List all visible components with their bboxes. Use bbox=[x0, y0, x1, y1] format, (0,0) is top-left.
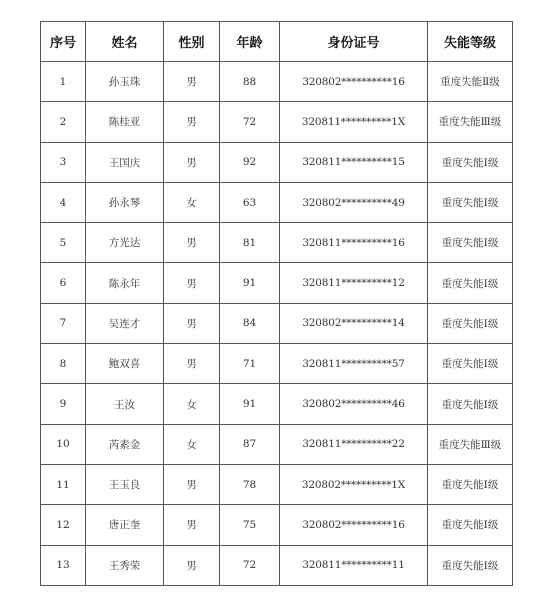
cell-gender: 女 bbox=[164, 424, 220, 464]
table-row bbox=[41, 102, 513, 142]
cell-gender: 男 bbox=[164, 464, 220, 504]
cell-index: 8 bbox=[41, 344, 86, 384]
cell-disability-level: 重度失能Ⅰ级 bbox=[428, 303, 513, 343]
header-gender: 性别 bbox=[164, 22, 220, 62]
cell-name: 方光达 bbox=[86, 223, 164, 263]
table-row bbox=[41, 384, 513, 424]
table-row bbox=[41, 545, 513, 585]
table-row bbox=[41, 142, 513, 182]
cell-disability-level: 重度失能Ⅰ级 bbox=[428, 545, 513, 585]
cell-age: 87 bbox=[220, 424, 280, 464]
table-body bbox=[41, 62, 513, 586]
cell-id-number: 320802**********49 bbox=[280, 182, 428, 222]
cell-disability-level: 重度失能Ⅲ级 bbox=[428, 102, 513, 142]
table-header-row bbox=[41, 22, 513, 62]
cell-age: 91 bbox=[220, 384, 280, 424]
cell-gender: 男 bbox=[164, 102, 220, 142]
table-row bbox=[41, 223, 513, 263]
cell-age: 88 bbox=[220, 62, 280, 102]
header-id-number: 身份证号 bbox=[280, 22, 428, 62]
disability-roster-table bbox=[40, 21, 513, 586]
cell-name: 吴连才 bbox=[86, 303, 164, 343]
cell-id-number: 320802**********16 bbox=[280, 62, 428, 102]
cell-name: 陈桂亚 bbox=[86, 102, 164, 142]
cell-age: 78 bbox=[220, 464, 280, 504]
cell-id-number: 320811**********11 bbox=[280, 545, 428, 585]
header-disability-level: 失能等级 bbox=[428, 22, 513, 62]
cell-age: 72 bbox=[220, 102, 280, 142]
header-index: 序号 bbox=[41, 22, 86, 62]
cell-disability-level: 重度失能Ⅲ级 bbox=[428, 424, 513, 464]
cell-disability-level: 重度失能Ⅰ级 bbox=[428, 182, 513, 222]
cell-disability-level: 重度失能Ⅰ级 bbox=[428, 223, 513, 263]
cell-name: 陈永年 bbox=[86, 263, 164, 303]
cell-age: 91 bbox=[220, 263, 280, 303]
cell-age: 75 bbox=[220, 505, 280, 545]
cell-disability-level: 重度失能Ⅰ级 bbox=[428, 384, 513, 424]
cell-id-number: 320802**********1X bbox=[280, 464, 428, 504]
cell-disability-level: 重度失能Ⅰ级 bbox=[428, 505, 513, 545]
cell-disability-level: 重度失能Ⅰ级 bbox=[428, 142, 513, 182]
cell-name: 唐正奎 bbox=[86, 505, 164, 545]
cell-age: 71 bbox=[220, 344, 280, 384]
cell-id-number: 320802**********16 bbox=[280, 505, 428, 545]
table-row bbox=[41, 344, 513, 384]
cell-index: 7 bbox=[41, 303, 86, 343]
header-name: 姓名 bbox=[86, 22, 164, 62]
cell-index: 12 bbox=[41, 505, 86, 545]
cell-age: 92 bbox=[220, 142, 280, 182]
cell-id-number: 320811**********12 bbox=[280, 263, 428, 303]
cell-disability-level: 重度失能Ⅰ级 bbox=[428, 464, 513, 504]
cell-name: 鲍双喜 bbox=[86, 344, 164, 384]
cell-gender: 男 bbox=[164, 344, 220, 384]
cell-name: 王秀荣 bbox=[86, 545, 164, 585]
cell-index: 6 bbox=[41, 263, 86, 303]
cell-disability-level: 重度失能Ⅱ级 bbox=[428, 62, 513, 102]
cell-id-number: 320811**********1X bbox=[280, 102, 428, 142]
table-row bbox=[41, 303, 513, 343]
table-row bbox=[41, 182, 513, 222]
cell-index: 3 bbox=[41, 142, 86, 182]
cell-index: 10 bbox=[41, 424, 86, 464]
cell-index: 11 bbox=[41, 464, 86, 504]
cell-id-number: 320811**********22 bbox=[280, 424, 428, 464]
cell-age: 63 bbox=[220, 182, 280, 222]
cell-name: 芮素金 bbox=[86, 424, 164, 464]
cell-id-number: 320811**********57 bbox=[280, 344, 428, 384]
cell-index: 4 bbox=[41, 182, 86, 222]
cell-disability-level: 重度失能Ⅰ级 bbox=[428, 344, 513, 384]
cell-id-number: 320802**********46 bbox=[280, 384, 428, 424]
cell-id-number: 320811**********16 bbox=[280, 223, 428, 263]
cell-gender: 女 bbox=[164, 384, 220, 424]
cell-index: 13 bbox=[41, 545, 86, 585]
cell-name: 王玉良 bbox=[86, 464, 164, 504]
table-row bbox=[41, 424, 513, 464]
cell-gender: 男 bbox=[164, 505, 220, 545]
cell-name: 孙玉珠 bbox=[86, 62, 164, 102]
cell-age: 81 bbox=[220, 223, 280, 263]
cell-name: 王国庆 bbox=[86, 142, 164, 182]
cell-index: 2 bbox=[41, 102, 86, 142]
cell-name: 王汝 bbox=[86, 384, 164, 424]
cell-index: 1 bbox=[41, 62, 86, 102]
table-row bbox=[41, 505, 513, 545]
table-row bbox=[41, 464, 513, 504]
header-age: 年龄 bbox=[220, 22, 280, 62]
cell-age: 84 bbox=[220, 303, 280, 343]
cell-id-number: 320802**********14 bbox=[280, 303, 428, 343]
cell-name: 孙永琴 bbox=[86, 182, 164, 222]
cell-gender: 男 bbox=[164, 142, 220, 182]
cell-id-number: 320811**********15 bbox=[280, 142, 428, 182]
cell-index: 9 bbox=[41, 384, 86, 424]
cell-age: 72 bbox=[220, 545, 280, 585]
cell-gender: 男 bbox=[164, 545, 220, 585]
cell-gender: 男 bbox=[164, 303, 220, 343]
table-row bbox=[41, 263, 513, 303]
cell-disability-level: 重度失能Ⅰ级 bbox=[428, 263, 513, 303]
cell-index: 5 bbox=[41, 223, 86, 263]
cell-gender: 女 bbox=[164, 182, 220, 222]
cell-gender: 男 bbox=[164, 223, 220, 263]
table-row bbox=[41, 62, 513, 102]
cell-gender: 男 bbox=[164, 62, 220, 102]
cell-gender: 男 bbox=[164, 263, 220, 303]
